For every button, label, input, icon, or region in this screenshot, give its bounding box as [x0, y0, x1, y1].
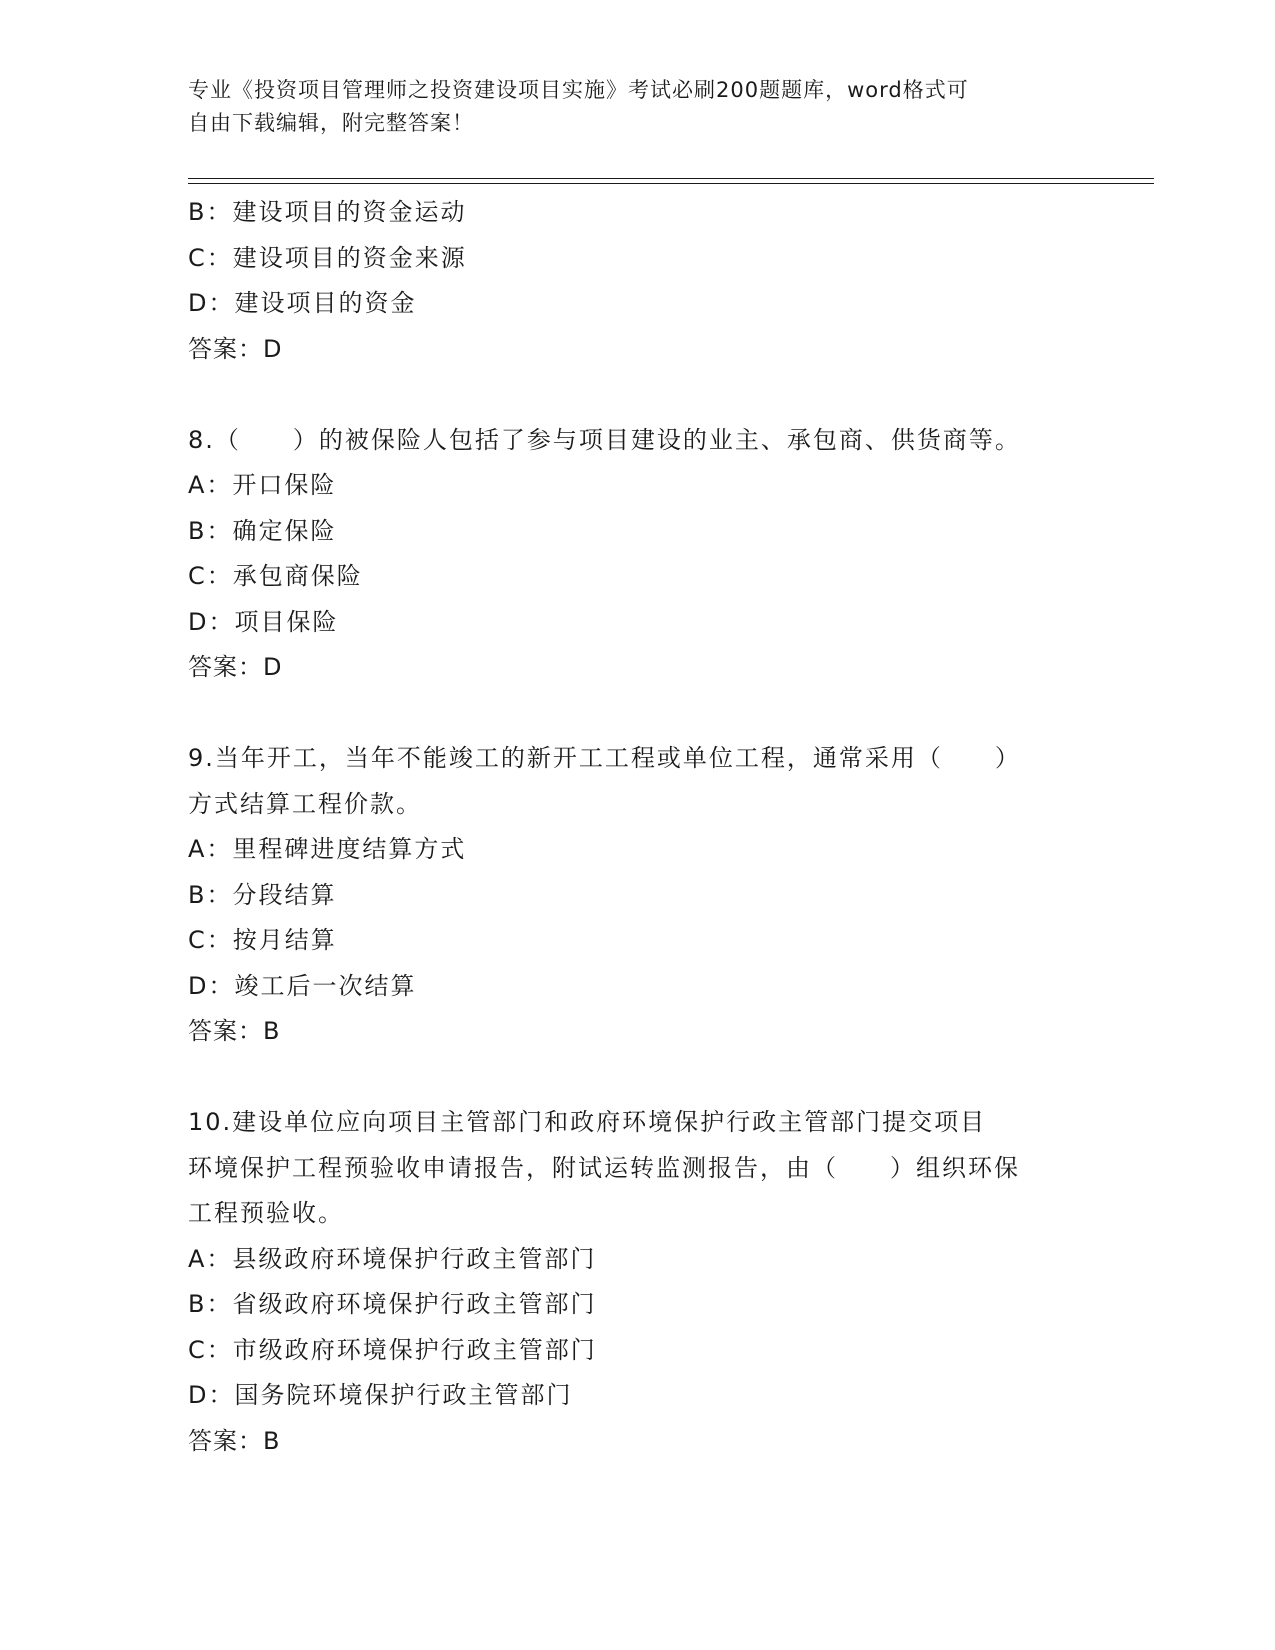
answer: 答案：D — [188, 334, 283, 363]
option-c: C：承包商保险 — [188, 562, 363, 590]
option-b: B：分段结算 — [188, 880, 337, 909]
option-d: D：国务院环境保护行政主管部门 — [188, 1381, 573, 1409]
question-10 — [188, 1100, 1088, 1464]
question-stem-line-2: 方式结算工程价款。 — [188, 789, 422, 818]
option-c: C：按月结算 — [188, 926, 337, 954]
question-stem-line-3: 工程预验收。 — [188, 1199, 344, 1227]
answer: 答案：D — [188, 653, 283, 681]
question-7-continued — [188, 190, 1088, 372]
option-d: D：建设项目的资金 — [188, 289, 417, 317]
header-line-1: 专业《投资项目管理师之投资建设项目实施》考试必刷200题题库，word格式可 — [188, 78, 969, 102]
header-divider-top — [188, 178, 1154, 179]
question-stem-line-1: 10.建设单位应向项目主管部门和政府环境保护行政主管部门提交项目 — [188, 1108, 987, 1136]
option-c: C：建设项目的资金来源 — [188, 243, 467, 272]
spacer — [188, 1055, 1088, 1101]
option-a: A：开口保险 — [188, 471, 337, 499]
question-9 — [188, 736, 1088, 1055]
option-a: A：县级政府环境保护行政主管部门 — [188, 1244, 597, 1273]
option-d: D：竣工后一次结算 — [188, 971, 417, 1000]
question-8 — [188, 418, 1088, 691]
option-c: C：市级政府环境保护行政主管部门 — [188, 1335, 597, 1364]
question-list — [188, 190, 1088, 1464]
spacer — [188, 372, 1088, 418]
option-b: B：省级政府环境保护行政主管部门 — [188, 1290, 597, 1318]
option-b: B：建设项目的资金运动 — [188, 198, 467, 226]
question-stem: 8.（ ）的被保险人包括了参与项目建设的业主、承包商、供货商等。 — [188, 425, 1021, 454]
spacer — [188, 691, 1088, 737]
option-a: A：里程碑进度结算方式 — [188, 835, 467, 863]
document-header — [188, 74, 1068, 140]
header-divider-bottom — [188, 183, 1154, 184]
answer: 答案：B — [188, 1426, 281, 1455]
answer: 答案：B — [188, 1017, 281, 1045]
header-line-2: 自由下载编辑，附完整答案！ — [188, 111, 474, 135]
option-d: D：项目保险 — [188, 607, 339, 636]
question-stem-line-2: 环境保护工程预验收申请报告，附试运转监测报告，由（ ）组织环保 — [188, 1153, 1020, 1182]
question-stem-line-1: 9.当年开工，当年不能竣工的新开工工程或单位工程，通常采用（ ） — [188, 744, 1021, 772]
option-b: B：确定保险 — [188, 516, 337, 545]
